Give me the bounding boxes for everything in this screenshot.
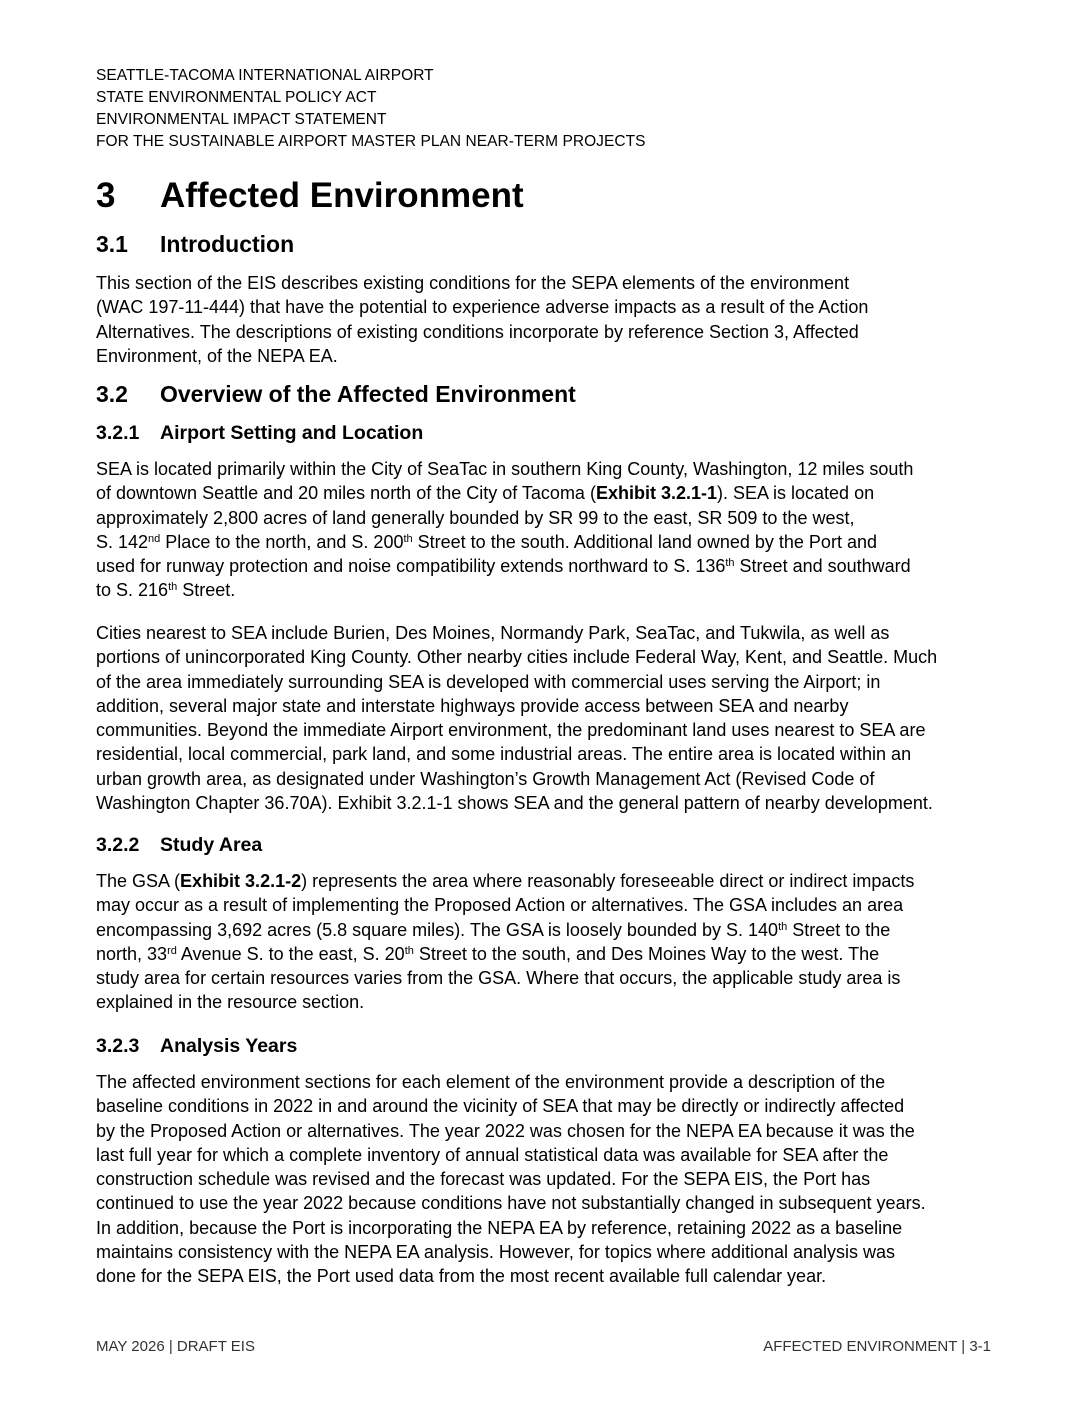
- header-line: SEATTLE-TACOMA INTERNATIONAL AIRPORT: [96, 67, 434, 84]
- subsection-number: 3.2.3: [96, 1035, 140, 1057]
- text-line: used for runway protection and noise compatibility extends northward to S. 136th Street and southward: [96, 556, 911, 577]
- subsection-heading-3-2-2: [96, 832, 262, 858]
- header-line: ENVIRONMENTAL IMPACT STATEMENT: [96, 111, 387, 128]
- section-heading-3-1: [96, 229, 294, 259]
- text-line: communities. Beyond the immediate Airport environment, the predominant land uses nearest to SEA are: [96, 720, 926, 741]
- subsection-number: 3.2.1: [96, 422, 140, 444]
- text-line: Cities nearest to SEA include Burien, Des Moines, Normandy Park, SeaTac, and Tukwila, as well as: [96, 623, 890, 643]
- chapter-number: 3: [96, 176, 116, 215]
- text-line: encompassing 3,692 acres (5.8 square miles). The GSA is loosely bounded by S. 140th Street to the: [96, 919, 891, 940]
- chapter-heading: [96, 174, 524, 218]
- section-number: 3.2: [96, 381, 128, 407]
- document-header: [96, 65, 646, 153]
- subsection-number: 3.2.2: [96, 834, 140, 856]
- text-line: continued to use the year 2022 because conditions have not substantially changed in subsequent years.: [96, 1193, 926, 1214]
- section-heading-3-2: [96, 379, 576, 409]
- text-line: addition, several major state and interstate highways provide access between SEA and nearby: [96, 695, 849, 716]
- text-line: (WAC 197-11-444) that have the potential to experience adverse impacts as a result of the Action: [96, 297, 869, 318]
- intro-paragraph: [96, 271, 1026, 368]
- text-line: Environment, of the NEPA EA.: [96, 345, 338, 366]
- text-line: by the Proposed Action or alternatives. The year 2022 was chosen for the NEPA EA because it was the: [96, 1120, 915, 1141]
- subsection-heading-3-2-3: [96, 1033, 297, 1059]
- text-line: portions of unincorporated King County. Other nearby cities include Federal Way, Kent, and Seattle. Much: [96, 647, 938, 668]
- text-line: study area for certain resources varies from the GSA. Where that occurs, the applicable study area is: [96, 968, 901, 989]
- text-line: may occur as a result of implementing the Proposed Action or alternatives. The GSA includes an area: [96, 895, 904, 916]
- airport-setting-paragraph-2: [96, 621, 1026, 815]
- text-line: The GSA (Exhibit 3.2.1-2) represents the area where reasonably foreseeable direct or indirect impacts: [96, 871, 915, 891]
- footer-right: AFFECTED ENVIRONMENT | 3-1: [763, 1338, 991, 1355]
- text-line: In addition, because the Port is incorporating the NEPA EA by reference, retaining 2022 as a baseline: [96, 1217, 903, 1238]
- text-line: Alternatives. The descriptions of existing conditions incorporate by reference Section 3, Affected: [96, 321, 859, 342]
- analysis-years-paragraph: [96, 1070, 1026, 1289]
- text-line: SEA is located primarily within the City of SeaTac in southern King County, Washington, 12 miles south: [96, 459, 914, 479]
- section-title: Overview of the Affected Environment: [160, 381, 576, 407]
- text-line: done for the SEPA EIS, the Port used data from the most recent available full calendar year.: [96, 1266, 827, 1287]
- text-line: to S. 216th Street.: [96, 580, 236, 601]
- text-line: explained in the resource section.: [96, 992, 365, 1013]
- text-line: The affected environment sections for each element of the environment provide a description of the: [96, 1072, 886, 1092]
- text-line: north, 33rd Avenue S. to the east, S. 20th Street to the south, and Des Moines Way to the west. The: [96, 943, 880, 964]
- text-line: last full year for which a complete inventory of annual statistical data was available for SEA after the: [96, 1144, 889, 1165]
- section-number: 3.1: [96, 231, 128, 257]
- text-line: Washington Chapter 36.70A). Exhibit 3.2.1-1 shows SEA and the general pattern of nearby development.: [96, 793, 933, 814]
- subsection-heading-3-2-1: [96, 420, 423, 446]
- subsection-title: Study Area: [160, 834, 263, 856]
- footer-left: MAY 2026 | DRAFT EIS: [96, 1338, 255, 1355]
- text-line: baseline conditions in 2022 in and around the vicinity of SEA that may be directly or indirectly affected: [96, 1096, 905, 1117]
- text-line: of downtown Seattle and 20 miles north of the City of Tacoma (Exhibit 3.2.1-1). SEA is located on: [96, 483, 875, 504]
- text-line: residential, local commercial, park land, and some industrial areas. The entire area is located within an: [96, 744, 912, 765]
- text-line: construction schedule was revised and the forecast was updated. For the SEPA EIS, the Port has: [96, 1169, 871, 1190]
- header-line: FOR THE SUSTAINABLE AIRPORT MASTER PLAN NEAR-TERM PROJECTS: [96, 133, 646, 150]
- chapter-title: Affected Environment: [160, 176, 524, 215]
- subsection-title: Airport Setting and Location: [160, 422, 424, 444]
- text-line: of the area immediately surrounding SEA is developed with commercial uses serving the Airport; in: [96, 671, 881, 692]
- exhibit-reference: Exhibit 3.2.1-1: [595, 483, 717, 504]
- text-line: This section of the EIS describes existing conditions for the SEPA elements of the environment: [96, 273, 850, 293]
- text-line: urban growth area, as designated under Washington’s Growth Management Act (Revised Code of: [96, 768, 875, 789]
- header-line: STATE ENVIRONMENTAL POLICY ACT: [96, 89, 377, 106]
- text-line: approximately 2,800 acres of land generally bounded by SR 99 to the east, SR 509 to the west,: [96, 507, 855, 528]
- section-title: Introduction: [160, 231, 295, 257]
- airport-setting-paragraph-1: [96, 457, 1026, 603]
- subsection-title: Analysis Years: [160, 1035, 298, 1057]
- text-line: S. 142nd Place to the north, and S. 200th Street to the south. Additional land owned by the Port and: [96, 531, 877, 552]
- exhibit-reference: Exhibit 3.2.1-2: [180, 871, 302, 891]
- text-line: maintains consistency with the NEPA EA analysis. However, for topics where additional analysis was: [96, 1242, 896, 1263]
- study-area-paragraph: [96, 869, 1026, 1015]
